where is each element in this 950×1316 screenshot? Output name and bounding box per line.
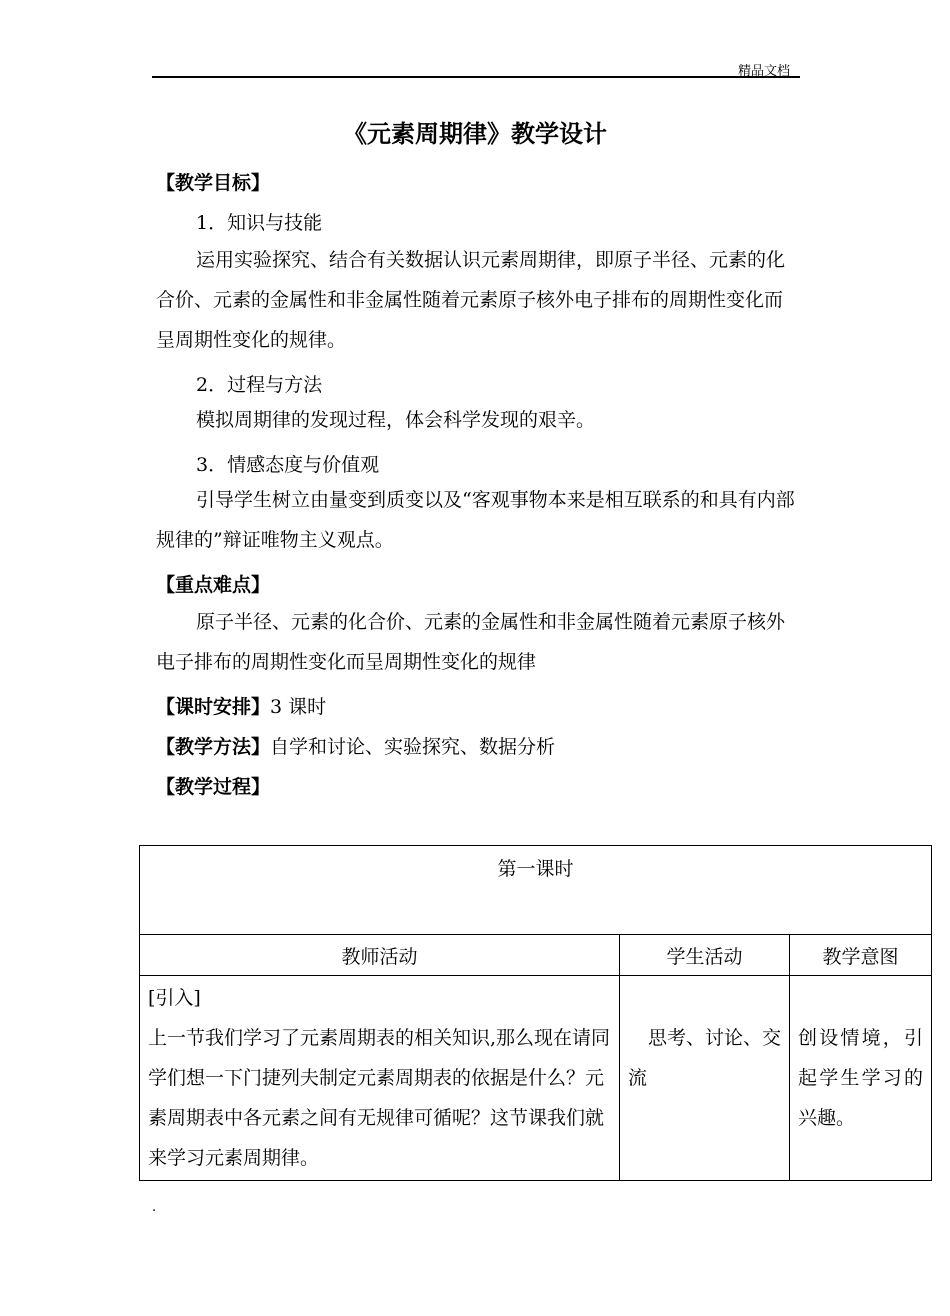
methods-heading: 【教学方法】 bbox=[156, 736, 271, 758]
lesson-table bbox=[139, 845, 932, 1181]
schedule-heading: 【课时安排】 bbox=[156, 696, 271, 718]
footer-mark: . bbox=[152, 1200, 157, 1215]
teacher-activity-text: 上一节我们学习了元素周期表的相关知识,那么现在请同学们想一下门捷列夫制定元素周期表的依据是什么？元素周期表中各元素之间有无规律可循呢？这节课我们就来学习元素周期律。 bbox=[148, 1027, 611, 1169]
methods-line bbox=[156, 732, 555, 759]
student-activity-cell bbox=[620, 976, 790, 1181]
teacher-activity-label: [引入] bbox=[148, 987, 201, 1009]
column-header-teacher: 教师活动 bbox=[140, 935, 620, 976]
header-rule bbox=[152, 76, 800, 78]
objectives-heading: 【教学目标】 bbox=[156, 172, 271, 194]
key-points-heading: 【重点难点】 bbox=[156, 574, 271, 596]
objective-2-title: 2．过程与方法 bbox=[196, 374, 323, 396]
session-title: 第一课时 bbox=[140, 846, 932, 935]
page-title: 《元素周期律》教学设计 bbox=[343, 120, 607, 148]
table-row bbox=[140, 976, 932, 1181]
objective-3-title: 3．情感态度与价值观 bbox=[196, 454, 380, 476]
teacher-activity-cell bbox=[140, 976, 620, 1181]
student-activity-text: 思考、讨论、交流 bbox=[628, 1027, 782, 1089]
objective-1-text: 运用实验探究、结合有关数据认识元素周期律，即原子半径、元素的化合价、元素的金属性和非金属性随着元素原子核外电子排布的周期性变化而呈周期性变化的规律。 bbox=[156, 249, 786, 351]
schedule-line bbox=[156, 692, 326, 719]
column-header-intent: 教学意图 bbox=[790, 935, 932, 976]
header-label: 精品文档 bbox=[738, 64, 791, 79]
teaching-intent-text: 创设情境，引起学生学习的兴趣。 bbox=[798, 1027, 923, 1129]
schedule-value: 3 课时 bbox=[270, 696, 327, 718]
teaching-intent-cell bbox=[790, 976, 932, 1181]
methods-value: 自学和讨论、实验探究、数据分析 bbox=[270, 736, 556, 758]
column-header-student: 学生活动 bbox=[620, 935, 790, 976]
key-points-text: 原子半径、元素的化合价、元素的金属性和非金属性随着元素原子核外电子排布的周期性变化而呈周期性变化的规律 bbox=[156, 611, 786, 673]
process-heading: 【教学过程】 bbox=[156, 776, 271, 798]
objective-2-text: 模拟周期律的发现过程，体会科学发现的艰辛。 bbox=[196, 409, 596, 431]
objective-1-title: 1．知识与技能 bbox=[196, 212, 323, 234]
objective-3-text: 引导学生树立由量变到质变以及“客观事物本来是相互联系的和具有内部规律的”辩证唯物主义观点。 bbox=[156, 489, 795, 551]
